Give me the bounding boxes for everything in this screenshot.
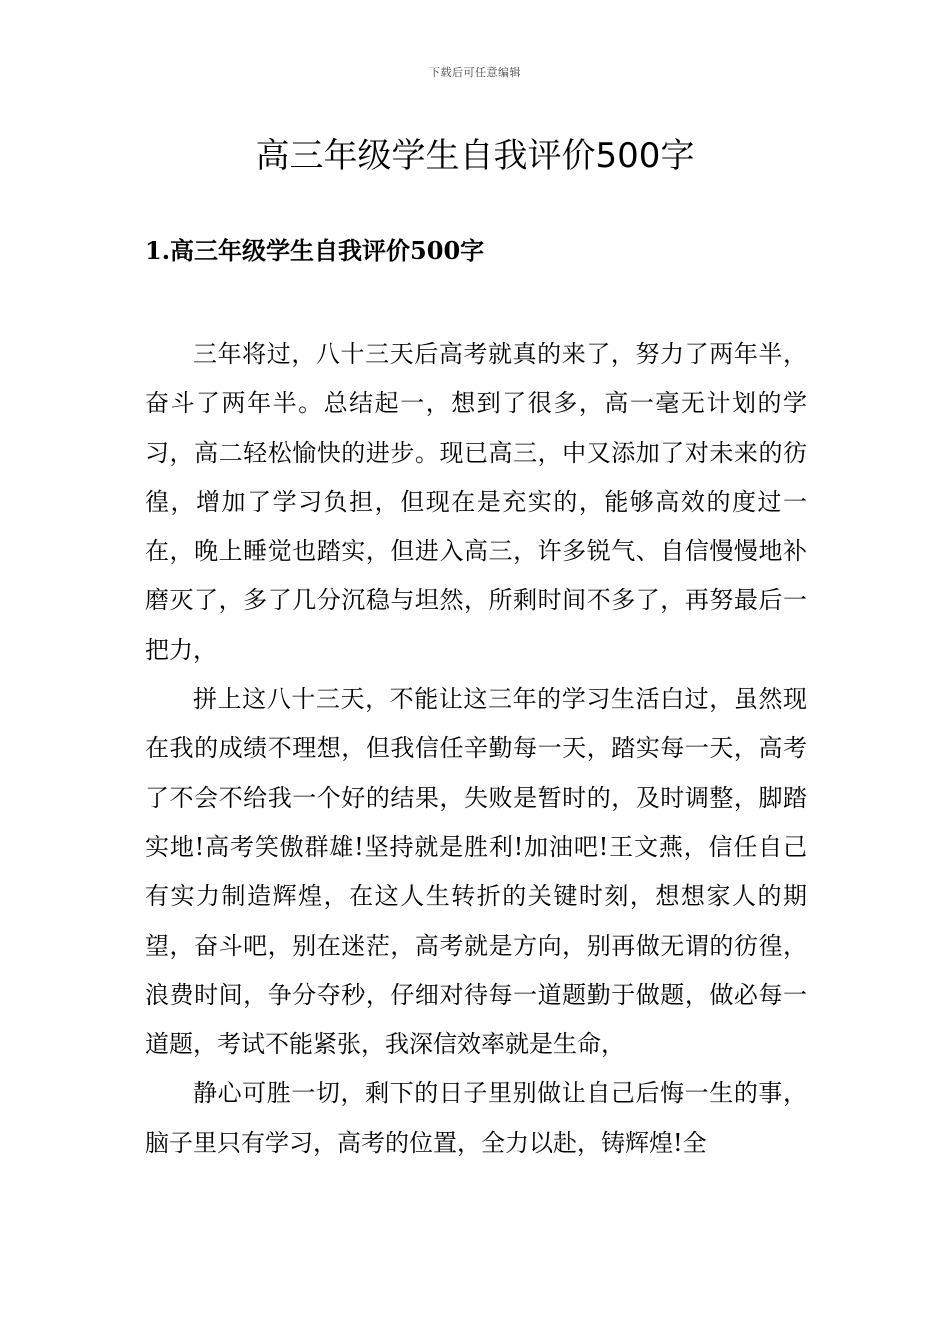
document-title: 高三年级学生自我评价500字 xyxy=(255,136,695,176)
paragraph-3: 静心可胜一切，剩下的日子里别做让自己后悔一生的事，脑子里只有学习，高考的位置，全力以赴，铸辉煌!全 xyxy=(145,1079,807,1157)
body-text xyxy=(145,330,807,1168)
paragraph-1: 三年将过，八十三天后高考就真的来了，努力了两年半，奋斗了两年半。总结起一，想到了很多，高一毫无计划的学习，高二轻松愉快的进步。现已高三，中又添加了对未来的彷徨，增加了学习负担，但现在是充实的，能够高效的度过一在，晚上睡觉也踏实，但进入高三，许多锐气、自信慢慢地补磨灭了，多了几分沉稳与坦然，所剩时间不多了，再努最后一把力， xyxy=(145,340,807,664)
section-heading: 1.高三年级学生自我评价500字 xyxy=(145,236,485,265)
paragraph-2: 拼上这八十三天，不能让这三年的学习生活白过，虽然现在我的成绩不理想，但我信任辛勤每一天，踏实每一天，高考了不会不给我一个好的结果，失败是暂时的，及时调整，脚踏实地!高考笑傲群雄!坚持就是胜利!加油吧!王文燕，信任自己有实力制造辉煌，在这人生转折的关键时刻，想想家人的期望，奋斗吧，别在迷茫，高考就是方向，别再做无谓的彷徨，浪费时间，争分夺秒，仔细对待每一道题勤于做题，做必每一道题，考试不能紧张，我深信效率就是生命， xyxy=(145,685,807,1059)
header-note: 下载后可任意编辑 xyxy=(429,66,521,79)
